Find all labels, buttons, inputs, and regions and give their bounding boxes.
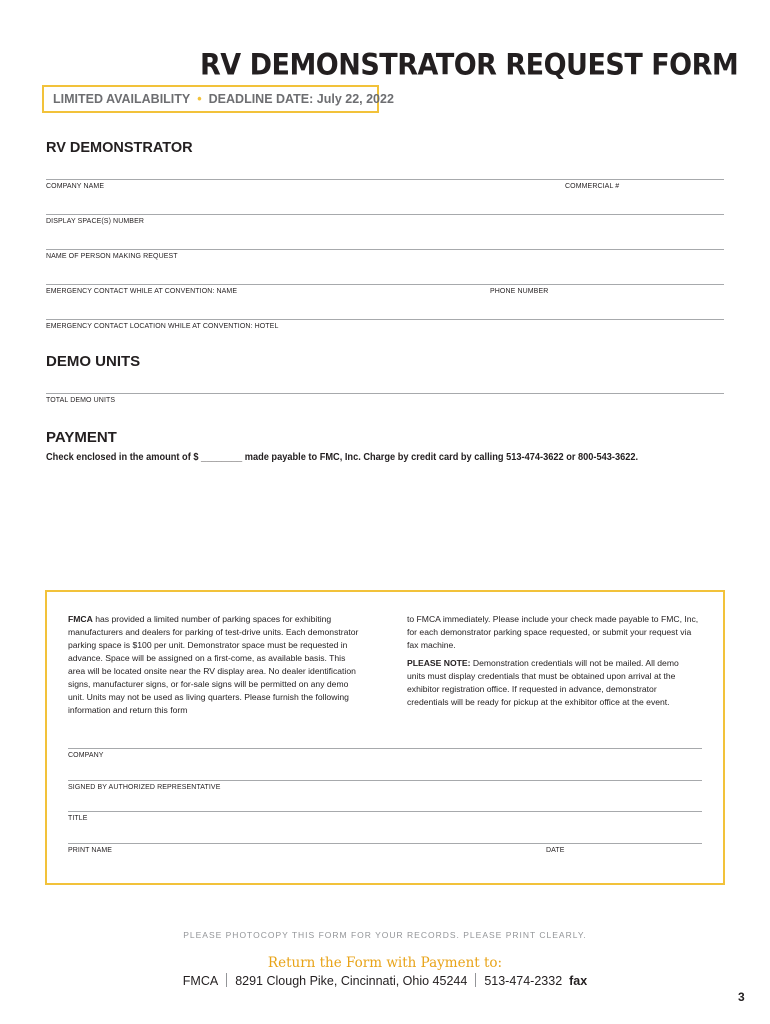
signed-by-label: SIGNED BY AUTHORIZED REPRESENTATIVE xyxy=(68,784,221,791)
page-number: 3 xyxy=(738,990,745,1004)
company-name-label: COMPANY NAME xyxy=(46,183,105,190)
total-demo-units-field[interactable] xyxy=(46,393,724,394)
display-space-field[interactable] xyxy=(46,214,724,215)
title-field[interactable] xyxy=(68,811,702,812)
commercial-number-label: COMMERCIAL # xyxy=(565,183,620,190)
deadline-date: DEADLINE DATE: July 22, 2022 xyxy=(208,92,394,106)
info-left-column xyxy=(68,613,360,717)
print-name-field[interactable] xyxy=(68,843,702,844)
org-name: FMCA xyxy=(182,974,219,988)
return-title: Return the Form with Payment to: xyxy=(267,955,503,971)
deadline-banner xyxy=(42,85,394,113)
photocopy-notice: PLEASE PHOTOCOPY THIS FORM FOR YOUR RECORDS. PLEASE PRINT CLEARLY. xyxy=(183,930,587,940)
title-label: TITLE xyxy=(68,815,88,822)
payment-instructions: Check enclosed in the amount of $ ________ made payable to FMC, Inc. Charge by credit card by calling 513-474-3622 or 800-543-3622. xyxy=(46,451,639,463)
company-label: COMPANY xyxy=(68,752,104,759)
company-name-field[interactable] xyxy=(46,179,724,180)
section-heading-rv-demonstrator: RV DEMONSTRATOR xyxy=(46,140,193,156)
requester-name-label: NAME OF PERSON MAKING REQUEST xyxy=(46,253,178,260)
info-right-text: to FMCA immediately. Please include your check made payable to FMC, Inc, for each demonstrator parking space requested, or submit your request via fax machine. xyxy=(407,614,699,650)
section-heading-demo-units: DEMO UNITS xyxy=(46,353,141,370)
fax-number: 513-474-2332 xyxy=(484,974,563,988)
return-address xyxy=(0,973,770,988)
please-note-label: PLEASE NOTE: xyxy=(407,658,471,668)
requester-name-field[interactable] xyxy=(46,249,724,250)
divider xyxy=(226,973,227,987)
street-address: 8291 Clough Pike, Cincinnati, Ohio 45244 xyxy=(235,974,468,988)
signed-by-field[interactable] xyxy=(68,780,702,781)
print-name-label: PRINT NAME xyxy=(68,847,113,854)
bullet-separator: • xyxy=(197,92,202,106)
total-demo-units-label: TOTAL DEMO UNITS xyxy=(46,397,116,404)
date-label: DATE xyxy=(546,847,565,854)
emergency-contact-name-label: EMERGENCY CONTACT WHILE AT CONVENTION: NAME xyxy=(46,288,238,295)
fmca-bold: FMCA xyxy=(68,614,93,624)
emergency-location-label: EMERGENCY CONTACT LOCATION WHILE AT CONVENTION: HOTEL xyxy=(46,323,279,330)
emergency-contact-field[interactable] xyxy=(46,284,724,285)
info-left-text: has provided a limited number of parking spaces for exhibiting manufacturers and dealers for parking of test-drive units. Each demonstrator parking space is $100 per unit. Demonstrator space must be requested in advance. Space will be assigned on a first-come, as available basis. This area will be located onsite near the RV display area. No dealer identification signs, manufacturer signs, or for-sale signs will be permitted on any demo unit. Units may not be used as living quarters. Please furnish the following information and return this form xyxy=(68,614,359,715)
section-heading-payment: PAYMENT xyxy=(46,429,117,446)
info-right-column xyxy=(407,613,699,709)
availability-label: LIMITED AVAILABILITY xyxy=(53,92,191,106)
phone-number-label: PHONE NUMBER xyxy=(490,288,549,295)
emergency-location-field[interactable] xyxy=(46,319,724,320)
fax-label: fax xyxy=(569,974,588,988)
display-space-label: DISPLAY SPACE(S) NUMBER xyxy=(46,218,144,225)
divider xyxy=(475,973,476,987)
please-note-text: Demonstration credentials will not be mailed. All demo units must display credentials that must be obtained upon arrival at the exhibitor registration office. If requested in advance, demonstrator credentials will be ready for pickup at the exhibitor office at the event. xyxy=(407,658,679,707)
form-title: RV DEMONSTRATOR REQUEST FORM xyxy=(200,48,739,83)
company-signature-field[interactable] xyxy=(68,748,702,749)
please-note xyxy=(407,657,699,709)
